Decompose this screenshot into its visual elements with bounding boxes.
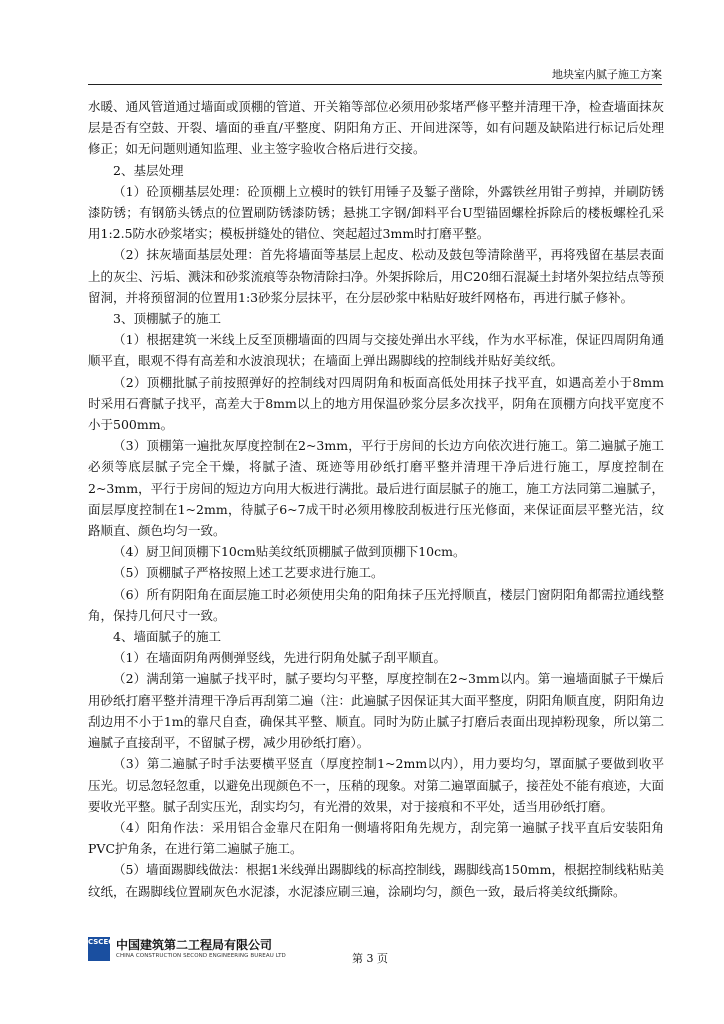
- header-divider: [88, 84, 662, 85]
- paragraph: （2）顶棚批腻子前按照弹好的控制线对四周阴角和板面高低处用抹子找平直，如遇高差小于8mm时采用石膏腻子找平，高差大于8mm以上的地方用保温砂浆分层多次找平，阴角在顶棚方向找平宽度不小于500mm。: [88, 374, 664, 433]
- document-body: [88, 96, 664, 902]
- paragraph: （1）在墙面阴角两侧弹竖线，先进行阴角处腻子刮平顺直。: [113, 650, 446, 666]
- paragraph: （3）顶棚第一遍批灰厚度控制在2~3mm，平行于房间的长边方向依次进行施工。第二遍腻子施工必须等底层腻子完全干燥，将腻子渣、斑迹等用砂纸打磨平整并清理干净后进行施工，厚度控制在2~3mm，平行于房间的短边方向用大板进行满批。最后进行面层腻子的施工，施工方法同第二遍腻子，面层厚度控制在1~2mm，待腻子6~7成干时必须用橡胶刮板进行压光修面，来保证面层平整光洁，纹路顺直、颜色均匀一致。: [88, 438, 664, 539]
- section-heading: 2、基层处理: [113, 162, 184, 178]
- paragraph: 水暖、通风管道通过墙面或顶棚的管道、开关箱等部位必须用砂浆堵严修平整并清理干净，检查墙面抹灰层是否有空鼓、开裂、墙面的垂直/平整度、阴阳角方正、开间进深等，如有问题及缺陷进行标记后处理修正；如无问题则通知监理、业主签字验收合格后进行交接。: [88, 99, 664, 157]
- company-name-en: CHINA CONSTRUCTION SECOND ENGINEERING BUREAU LTD: [116, 953, 286, 959]
- cscec-logo-icon: CSCEC: [88, 937, 110, 961]
- paragraph: （5）顶棚腻子严格按照上述工艺要求进行施工。: [113, 565, 384, 581]
- company-logo: [88, 936, 348, 964]
- paragraph: （2）抹灰墙面基层处理：首先将墙面等基层上起皮、松动及鼓包等清除凿平，再将残留在基层表面上的灰尘、污垢、溅沫和砂浆流痕等杂物清除扫净。外架拆除后，用C20细石混凝土封堵外架拉结点等预留洞，并将预留洞的位置用1:3砂浆分层抹平，在分层砂浆中粘贴好玻纤网格布，再进行腻子修补。: [88, 247, 664, 305]
- paragraph: （3）第二遍腻子时手法要横平竖直（厚度控制1~2mm以内），用力要均匀，罩面腻子要做到收平压光。切忌忽轻忽重，以避免出现颜色不一，压稍的现象。对第二遍罩面腻子，接茬处不能有痕迹，大面要收光平整。腻子刮实压光，刮实均匀，有光滑的效果，对于接痕和不平处，适当用砂纸打磨。: [88, 756, 664, 814]
- paragraph: （4）厨卫间顶棚下10cm贴美纹纸顶棚腻子做到顶棚下10cm。: [113, 544, 466, 560]
- section-heading: 4、墙面腻子的施工: [113, 629, 221, 645]
- company-name-cn: 中国建筑第二工程局有限公司: [116, 938, 273, 952]
- page-number: 第 3 页: [352, 952, 388, 965]
- page-header-title: 地块室内腻子施工方案: [552, 68, 662, 81]
- paragraph: （1）砼顶棚基层处理：砼顶棚上立模时的铁钉用锤子及錾子凿除，外露铁丝用钳子剪掉，并刷防锈漆防锈；有钢筋头锈点的位置刷防锈漆防锈；悬挑工字钢/卸料平台U型锚固螺栓拆除后的楼板螺栓孔采用1:2.5防水砂浆堵实；模板拼缝处的错位、突起超过3mm时打磨平整。: [88, 183, 664, 242]
- section-heading: 3、顶棚腻子的施工: [113, 311, 221, 327]
- paragraph: （4）阳角作法：采用铝合金靠尺在阳角一侧墙将阳角先规方，刮完第一遍腻子找平直后安装阳角PVC护角条，在进行第二遍腻子施工。: [88, 819, 664, 857]
- paragraph: （6）所有阴阳角在面层施工时必须使用尖角的阳角抹子压光捋顺直，楼层门窗阴阳角都需拉通线整角，保持几何尺寸一致。: [88, 586, 664, 623]
- paragraph: （5）墙面踢脚线做法：根据1米线弹出踢脚线的标高控制线，踢脚线高150mm，根据控制线粘贴美纹纸，在踢脚线位置刷灰色水泥漆，水泥漆应刷三遍，涂刷均匀，颜色一致，最后将美纹纸撕除。: [88, 862, 664, 899]
- paragraph: （2）满刮第一遍腻子找平时，腻子要均匀平整，厚度控制在2~3mm以内。第一遍墙面腻子干燥后用砂纸打磨平整并清理干净后再刮第二遍（注：此遍腻子因保证其大面平整度，阴阳角顺直度，阴阳角边刮边用不小于1m的靠尺自查，确保其平整、顺直。同时为防止腻子打磨后表面出现掉粉现象，所以第二遍腻子直接刮平，不留腻子楞，减少用砂纸打磨）。: [88, 671, 664, 751]
- paragraph: （1）根据建筑一米线上反至顶棚墙面的四周与交接处弹出水平线，作为水平标准，保证四周阴角通顺平直，眼观不得有高差和水波浪现状；在墙面上弹出踢脚线的控制线并贴好美纹纸。: [88, 332, 664, 369]
